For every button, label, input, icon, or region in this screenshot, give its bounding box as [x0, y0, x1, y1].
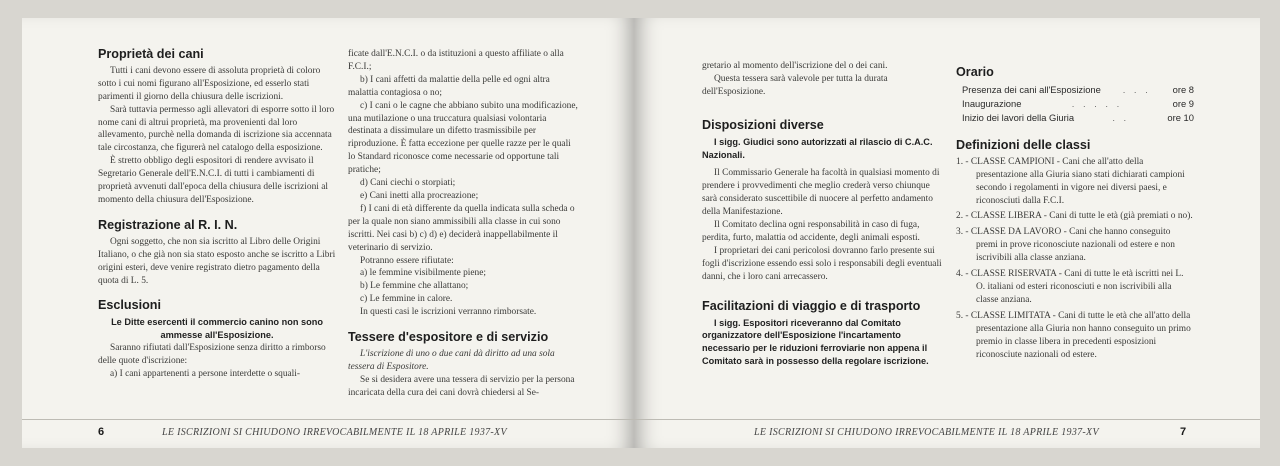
- schedule-row: [956, 83, 1194, 97]
- list-item: 1. - CLASSE CAMPIONI - Cani che all'atto della presentazione alla Giuria siano stati dichiarati campioni secondo i regolamenti in vigore nei diversi paesi, e riconosciuti dalla F.C.I.: [956, 156, 1185, 206]
- paragraph-bold: I sigg. Giudici sono autorizzati al rilascio di C.A.C. Nazionali.: [702, 136, 933, 160]
- right-page: [634, 18, 1260, 448]
- schedule-dots: . . .: [1122, 83, 1151, 95]
- schedule-dots: . .: [1112, 111, 1130, 123]
- heading-disposizioni: Disposizioni diverse: [702, 117, 824, 132]
- left-page: [22, 18, 634, 448]
- paragraph: c) I cani o le cagne che abbiano subito una modificazione, una mutilazione o una truccatura qualsiasi volontaria destinata a dissimulare un difetto trasmissibile per riproduzione. È fatta eccezione per quelle razze per le quali lo Standard riconosce come necessarie od opportune tali pratiche;: [348, 100, 578, 176]
- page-number: 7: [1180, 426, 1187, 438]
- list-item: 5. - CLASSE LIMITATA - Cani di tutte le età che all'atto della presentazione alla Giuria non hanno conseguito un primo premio in classe libera in precedenti esposizioni riconosciute nazionali od estere.: [956, 310, 1191, 360]
- paragraph: I proprietari dei cani pericolosi dovranno farlo presente sui fogli d'iscrizione essendo essi solo i responsabili degli eventuali danni, che i loro cani arrecassero.: [702, 245, 942, 282]
- right-footer: [634, 419, 1260, 438]
- paragraph: Ogni soggetto, che non sia iscritto al Libro delle Origini Italiano, o che già non sia stato esposto anche se iscritto a Libri origini esteri, deve venire registrato dietro pagamento della quota di L. 5.: [98, 236, 336, 286]
- schedule-row: [956, 97, 1194, 111]
- list-item: 4. - CLASSE RISERVATA - Cani di tutte le età iscritti nei L. O. italiani od esteri riconosciuti e non iscrivibili alla classe anziana.: [956, 269, 1184, 305]
- paragraph: Questa tessera sarà valevole per tutta la durata dell'Esposizione.: [702, 73, 888, 97]
- paragraph: b) I cani affetti da malattie della pelle ed ogni altra malattia contagiosa o no;: [348, 74, 550, 98]
- schedule-time: ore 10: [1167, 111, 1194, 123]
- footer-note: LE ISCRIZIONI SI CHIUDONO IRREVOCABILMENTE IL 18 APRILE 1937-XV: [162, 427, 507, 438]
- schedule-dots: . . . . .: [1071, 97, 1123, 109]
- schedule-label: Inaugurazione: [962, 97, 1022, 109]
- paragraph: d) Cani ciechi o storpiati;: [360, 178, 456, 189]
- paragraph: a) I cani appartenenti a persone interdette o squali-: [110, 368, 301, 379]
- paragraph: Saranno rifiutati dall'Esposizione senza diritto a rimborso delle quote d'iscrizione:: [98, 343, 326, 367]
- schedule-row: [956, 111, 1194, 125]
- heading-proprieta-cani: Proprietà dei cani: [98, 47, 204, 61]
- paragraph: Se si desidera avere una tessera di servizio per la persona incaricata della cura dei cani dovrà chiedersi al Se-: [348, 374, 575, 398]
- right-column-2: [956, 66, 1194, 364]
- paragraph: Tutti i cani devono essere di assoluta proprietà di coloro sotto i cui nomi figurano all'Esposizione, ed esserlo stati parimenti il giorno della chiusura delle iscrizioni.: [98, 65, 321, 102]
- paragraph-bold: I sigg. Espositori riceveranno dal Comitato organizzatore dell'Esposizione l'incartamento necessario per le riduzioni ferroviarie non appena il Comitato sarà in possesso della regolare iscrizione.: [702, 317, 929, 367]
- footer-note: LE ISCRIZIONI SI CHIUDONO IRREVOCABILMENTE IL 18 APRILE 1937-XV: [754, 427, 1099, 438]
- paragraph: Il Comitato declina ogni responsabilità in caso di fuga, perdita, furto, malattia od accidente, degli animali esposti.: [702, 220, 920, 243]
- heading-orario: Orario: [956, 65, 994, 79]
- paragraph: Sarà tuttavia permesso agli allevatori di esporre sotto il loro nome cani di altrui proprietà, ma provenienti dal loro allevamento, purchè nella domanda di iscrizione sia accennata tale circostanza, che figurerà nel catalogo della esposizione.: [98, 104, 335, 154]
- heading-classi: Definizioni delle classi: [956, 137, 1091, 152]
- heading-facilitazioni: Facilitazioni di viaggio e di trasporto: [702, 298, 921, 313]
- class-list: [956, 156, 1194, 362]
- list-item: 3. - CLASSE DA LAVORO - Cani che hanno conseguito premi in prove riconosciute nazionali od estere e non iscrivibili alla classe anziana.: [956, 227, 1175, 264]
- paragraph-italic: L'iscrizione di uno o due cani dà diritto ad una sola tessera di Espositore.: [348, 348, 555, 372]
- heading-esclusioni: Esclusioni: [98, 298, 161, 313]
- paragraph: e) Cani inetti alla procreazione;: [360, 190, 479, 201]
- schedule: [956, 83, 1194, 125]
- schedule-label: Inizio dei lavori della Giuria: [962, 111, 1075, 123]
- paragraph: a) le femmine visibilmente piene;: [360, 268, 486, 279]
- paragraph: Potranno essere rifiutate:: [360, 255, 454, 266]
- paragraph: In questi casi le iscrizioni verranno rimborsate.: [360, 307, 537, 318]
- paragraph: b) Le femmine che allattano;: [360, 281, 469, 292]
- schedule-time: ore 9: [1172, 97, 1194, 109]
- left-footer: [22, 419, 634, 438]
- left-column-2: [348, 48, 580, 400]
- paragraph: Il Commissario Generale ha facoltà in qualsiasi momento di prendere i provvedimenti che meglio crederà verso chiunque sarà considerato suscettibile di nuocere al perfetto andamento della Manifestazione.: [702, 168, 940, 218]
- paragraph: È stretto obbligo degli espositori di rendere avvisato il Segretario Generale dell'E.N.C.I. di tutti i cambiamenti di proprietà avvenuti dall'epoca della chiusura delle iscrizioni al momento della chiusura dell'Esposizione.: [98, 156, 328, 205]
- heading-tessere: Tessere d'espositore e di servizio: [348, 330, 549, 345]
- paragraph: f) I cani di età differente da quella indicata sulla scheda o per la quale non siano ammissibili alla classe in cui sono iscritti. Nei casi b) c) d) e) deciderà inappellabilmente il veterinario di servizio.: [348, 203, 575, 253]
- heading-registrazione-rin: Registrazione al R. I. N.: [98, 217, 238, 232]
- paragraph: c) Le femmine in calore.: [360, 294, 453, 305]
- right-column-1: [702, 60, 942, 368]
- list-item: 2. - CLASSE LIBERA - Cani di tutte le età (già premiati o no).: [956, 211, 1193, 222]
- paragraph: ficate dall'E.N.C.I. o da istituzioni a questo affiliate o alla F.C.I.;: [348, 49, 564, 72]
- page-number: 6: [98, 426, 105, 438]
- paragraph-bold: Le Ditte esercenti il commercio canino non sono ammesse all'Esposizione.: [111, 317, 323, 341]
- schedule-label: Presenza dei cani all'Esposizione: [962, 83, 1101, 95]
- schedule-time: ore 8: [1172, 83, 1194, 95]
- left-column-1: [98, 48, 336, 381]
- paragraph: gretario al momento dell'iscrizione del o dei cani.: [702, 61, 888, 71]
